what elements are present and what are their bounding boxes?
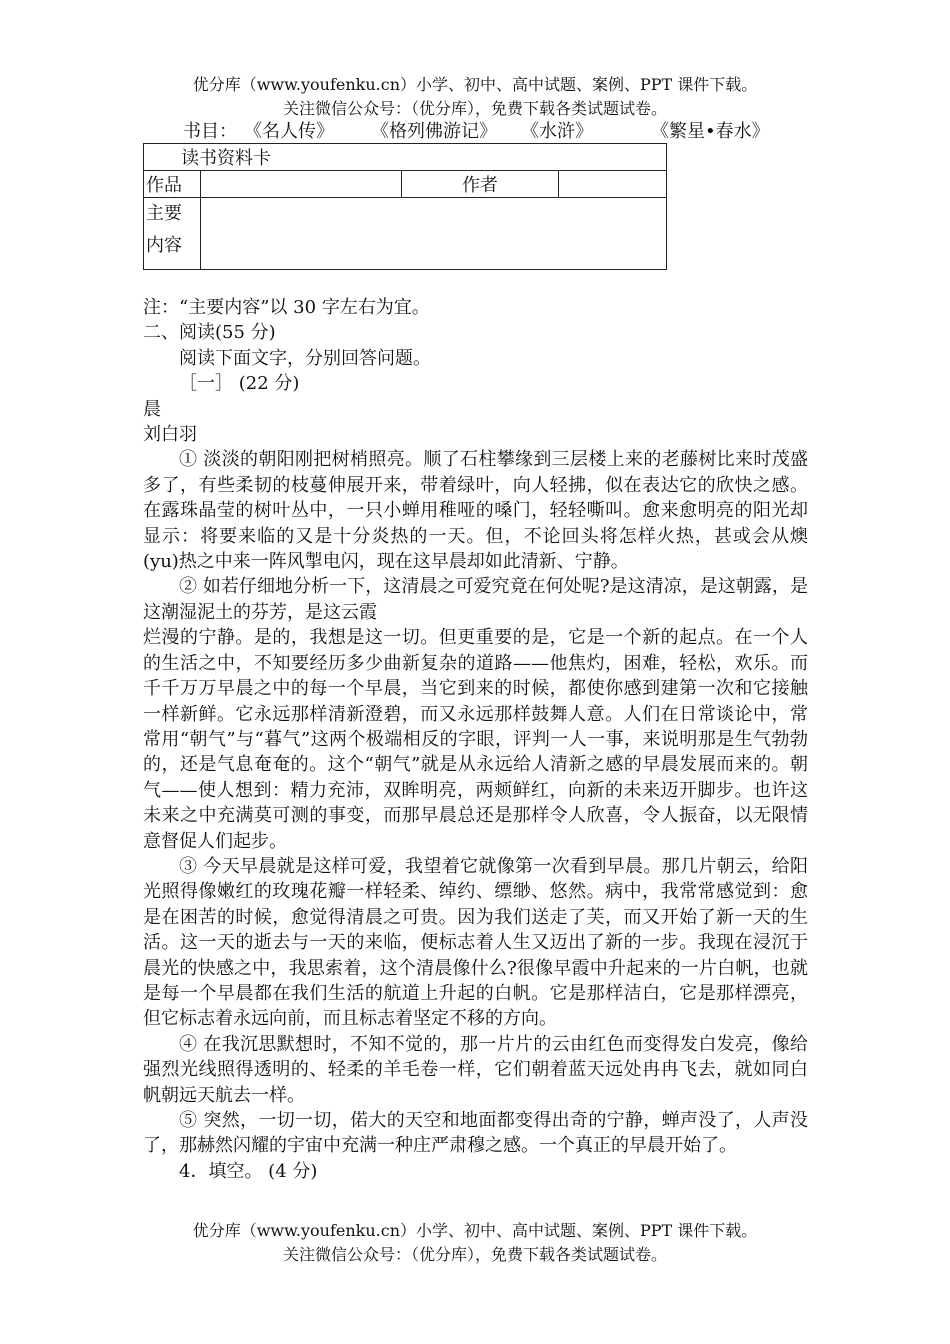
essay-author: 刘白羽: [143, 424, 197, 446]
page-header-line-2: 关注微信公众号：（优分库），免费下载各类试题试卷。: [282, 99, 667, 118]
book-item: 《水浒》: [521, 121, 593, 142]
main-content: [143, 295, 808, 1184]
essay-paragraph: ① 淡淡的朝阳刚把树梢照亮。顺了石柱攀缘到三层楼上来的老藤树比来时茂盛多了，有些柔韧的枝蔓伸展开来，带着绿叶，向人轻拂，似在表达它的欣快之感。在露珠晶莹的树叶丛中，一只小蝉用稚哑的嗓门，轻轻嘶叫。愈来愈明亮的阳光却显示：将要来临的又是十分炎热的一天。但，不论回头将怎样火热，甚或会从燠(yu)热之中来一阵风掣电闪，现在这早晨却如此清新、宁静。: [143, 449, 808, 573]
note-text: 注：“主要内容”以 30 字左右为宜。: [143, 297, 430, 318]
book-list-label: 书目：: [183, 121, 237, 142]
essay-paragraph: 烂漫的宁静。是的，我想是这一切。但更重要的是，它是一个新的起点。在一个人的生活之中，不知要经历多少曲新复杂的道路——他焦灼，困难，轻松，欢乐。而千千万万早晨之中的每一个早晨，当它到来的时候，都使你感到建第一次和它接触一样新鲜。它永远那样清新澄碧，而又永远那样鼓舞人意。人们在日常谈论中，常常用“朝气”与“暮气”这两个极端相反的字眼，评判一人一事，来说明那是生气勃勃的，还是气息奄奄的。这个“朝气”就是从永远给人清新之感的早晨发展而来的。朝气——使人想到：精力充沛，双眸明亮，两颊鲜红，向新的未来迈开脚步。也许这未来之中充满莫可测的事变，而那早晨总还是那样令人欣喜，令人振奋，以无限情意督促人们起步。: [143, 627, 808, 852]
content-value-cell[interactable]: [201, 198, 667, 270]
essay-title: 晨: [143, 398, 161, 420]
work-value-cell[interactable]: [201, 171, 402, 198]
reading-card-title: 读书资料卡: [144, 144, 667, 171]
book-item: 《名人传》: [244, 121, 334, 142]
book-item: 《繁星•春水》: [651, 121, 770, 142]
book-list: [183, 120, 770, 144]
essay-paragraph: ③ 今天早晨就是这样可爱，我望着它就像第一次看到早晨。那几片朝云，给阳光照得像嫩红的玫瑰花瓣一样轻柔、绰约、缥缈、悠然。病中，我常常感觉到：愈是在困苦的时候，愈觉得清晨之可贵。因为我们送走了芙，而又开始了新一天的生活。这一天的逝去与一天的来临，便标志着人生又迈出了新的一步。我现在浸沉于晨光的快感之中，我思索着，这个清晨像什么?很像早霞中升起来的一片白帆，也就是每一个早晨都在我们生活的航道上升起的白帆。它是那样洁白，它是那样漂亮，但它标志着永远向前，而且标志着坚定不移的方向。: [143, 855, 808, 1030]
work-label: 作品: [144, 171, 201, 198]
content-label-1: 主要: [146, 203, 182, 224]
page-footer-line-1: 优分库（www.youfenku.cn）小学、初中、高中试题、案例、PPT 课件下载。: [192, 1221, 758, 1240]
author-label: 作者: [402, 171, 559, 198]
essay-paragraph: ④ 在我沉思默想时，不知不觉的，那一片片的云由红色而变得发白发亮，像给强烈光线照得透明的、轻柔的羊毛卷一样，它们朝着蓝天远处冉冉飞去，就如同白帆朝远天航去一样。: [143, 1033, 808, 1106]
content-label: [144, 198, 201, 270]
reading-card-table: [143, 143, 667, 270]
essay-paragraph: ⑤ 突然，一切一切，偌大的天空和地面都变得出奇的宁静，蝉声没了，人声没了，那赫然闪耀的宇宙中充满一种庄严肃穆之感。一个真正的早晨开始了。: [143, 1110, 808, 1157]
book-item: 《格列佛游记》: [371, 121, 497, 142]
instruction-text: 阅读下面文字，分别回答问题。: [179, 347, 431, 369]
content-label-2: 内容: [146, 235, 182, 256]
section-heading: 二、阅读(55 分): [143, 322, 276, 344]
part-heading: ［一］ (22 分): [179, 373, 300, 395]
author-value-cell[interactable]: [559, 171, 667, 198]
page-footer-line-2: 关注微信公众号：（优分库），免费下载各类试题试卷。: [282, 1245, 667, 1264]
page-header-line-1: 优分库（www.youfenku.cn）小学、初中、高中试题、案例、PPT 课件下载。: [192, 75, 758, 94]
question-4: 4．填空。 (4 分): [179, 1160, 318, 1182]
essay-paragraph: ② 如若仔细地分析一下，这清晨之可爱究竟在何处呢?是这清凉，是这朝露，是这潮湿泥土的芬芳，是这云霞: [143, 576, 808, 623]
